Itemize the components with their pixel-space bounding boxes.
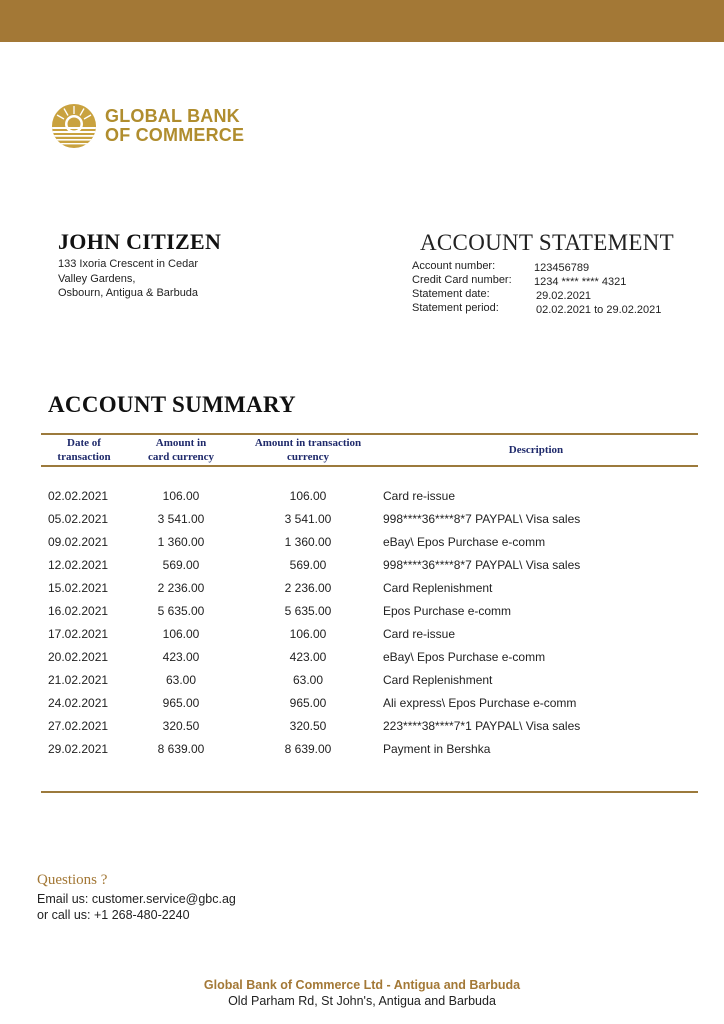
cell-date: 24.02.2021 xyxy=(48,696,109,710)
cell-card-amount: 106.00 xyxy=(162,627,200,641)
cell-card-amount: 63.00 xyxy=(165,673,197,687)
customer-name: JOHN CITIZEN xyxy=(58,229,222,254)
cell-description: eBay\ Epos Purchase e-comm xyxy=(383,535,546,549)
table-row xyxy=(0,510,724,533)
cell-date: 02.02.2021 xyxy=(48,489,109,503)
cell-card-amount: 5 635.00 xyxy=(157,604,205,618)
transaction-rows xyxy=(0,487,724,763)
cell-txn-amount: 8 639.00 xyxy=(284,742,332,756)
field-label: Statement period: xyxy=(412,302,499,314)
cell-card-amount: 3 541.00 xyxy=(157,512,205,526)
table-row xyxy=(0,648,724,671)
bank-logo xyxy=(51,103,244,149)
logo-line-2: OF COMMERCE xyxy=(105,125,245,145)
cell-date: 15.02.2021 xyxy=(48,581,109,595)
cell-card-amount: 8 639.00 xyxy=(157,742,205,756)
cell-description: Card re-issue xyxy=(383,489,456,503)
table-row xyxy=(0,487,724,510)
cell-description: Ali express\ Epos Purchase e-comm xyxy=(383,696,577,710)
footer-address: Old Parham Rd, St John's, Antigua and Barbuda xyxy=(228,994,496,1008)
table-row xyxy=(0,694,724,717)
cell-card-amount: 569.00 xyxy=(162,558,200,572)
logo-wordmark xyxy=(105,107,244,145)
footer-company: Global Bank of Commerce Ltd - Antigua and Barbuda xyxy=(203,978,521,992)
cell-date: 27.02.2021 xyxy=(48,719,109,733)
cell-txn-amount: 1 360.00 xyxy=(284,535,332,549)
cell-card-amount: 106.00 xyxy=(162,489,200,503)
table-row xyxy=(0,740,724,763)
cell-txn-amount: 5 635.00 xyxy=(284,604,332,618)
cell-txn-amount: 3 541.00 xyxy=(284,512,332,526)
address-line: Valley Gardens, xyxy=(58,272,136,285)
cell-description: Epos Purchase e-comm xyxy=(383,604,512,618)
cell-txn-amount: 423.00 xyxy=(289,650,327,664)
contact-phone[interactable]: or call us: +1 268-480-2240 xyxy=(37,908,190,922)
cell-date: 12.02.2021 xyxy=(48,558,109,572)
customer-address xyxy=(58,257,198,301)
table-row xyxy=(0,717,724,740)
cell-txn-amount: 106.00 xyxy=(289,489,327,503)
address-line: 133 Ixoria Crescent in Cedar xyxy=(58,258,199,270)
column-header-date: Date of transaction xyxy=(57,437,111,463)
column-header-txn-amount: Amount in transaction currency xyxy=(254,437,362,463)
statement-period-value: 02.02.2021 to 29.02.2021 xyxy=(536,304,662,316)
field-label: Account number: xyxy=(412,260,496,272)
cell-card-amount: 423.00 xyxy=(162,650,200,664)
statement-date-value: 29.02.2021 xyxy=(536,290,592,302)
statement-title: ACCOUNT STATEMENT xyxy=(420,230,674,255)
field-label: Statement date: xyxy=(412,288,490,300)
cell-txn-amount: 320.50 xyxy=(289,719,327,733)
cell-description: Card Replenishment xyxy=(383,581,493,595)
table-header-rule xyxy=(41,465,698,467)
address-line: Osbourn, Antigua & Barbuda xyxy=(58,287,199,299)
cell-txn-amount: 2 236.00 xyxy=(284,581,332,595)
table-row xyxy=(0,602,724,625)
summary-title: ACCOUNT SUMMARY xyxy=(48,392,296,417)
questions-heading: Questions ? xyxy=(37,872,108,888)
account-number-value: 123456789 xyxy=(534,262,590,274)
cell-description: Card Replenishment xyxy=(383,673,493,687)
top-brand-band xyxy=(0,0,724,42)
card-number-value: 1234 **** **** 4321 xyxy=(534,276,627,288)
cell-card-amount: 965.00 xyxy=(162,696,200,710)
cell-date: 05.02.2021 xyxy=(48,512,109,526)
cell-description: Card re-issue xyxy=(383,627,456,641)
table-top-rule xyxy=(41,433,698,435)
cell-date: 16.02.2021 xyxy=(48,604,109,618)
cell-card-amount: 1 360.00 xyxy=(157,535,205,549)
cell-description: eBay\ Epos Purchase e-comm xyxy=(383,650,546,664)
cell-date: 17.02.2021 xyxy=(48,627,109,641)
table-row xyxy=(0,556,724,579)
cell-description: Payment in Bershka xyxy=(383,742,491,756)
contact-email[interactable]: Email us: customer.service@gbc.ag xyxy=(37,892,236,906)
cell-txn-amount: 965.00 xyxy=(289,696,327,710)
cell-description: 223****38****7*1 PAYPAL\ Visa sales xyxy=(383,719,581,733)
column-header-description: Description xyxy=(508,444,564,456)
cell-description: 998****36****8*7 PAYPAL\ Visa sales xyxy=(383,512,581,526)
table-row xyxy=(0,625,724,648)
sun-globe-logo-icon xyxy=(51,103,97,149)
logo-line-1: GLOBAL BANK xyxy=(105,106,240,126)
contact-info xyxy=(37,891,236,923)
cell-date: 20.02.2021 xyxy=(48,650,109,664)
cell-txn-amount: 569.00 xyxy=(289,558,327,572)
field-label: Credit Card number: xyxy=(412,274,512,286)
cell-date: 09.02.2021 xyxy=(48,535,109,549)
table-header xyxy=(41,436,698,464)
cell-txn-amount: 106.00 xyxy=(289,627,327,641)
cell-date: 29.02.2021 xyxy=(48,742,109,756)
table-row xyxy=(0,671,724,694)
cell-description: 998****36****8*7 PAYPAL\ Visa sales xyxy=(383,558,581,572)
cell-date: 21.02.2021 xyxy=(48,673,109,687)
page-footer xyxy=(0,977,724,1009)
cell-card-amount: 2 236.00 xyxy=(157,581,205,595)
table-row xyxy=(0,533,724,556)
table-bottom-rule xyxy=(41,791,698,793)
cell-txn-amount: 63.00 xyxy=(292,673,324,687)
cell-card-amount: 320.50 xyxy=(162,719,200,733)
table-row xyxy=(0,579,724,602)
column-header-card-amount: Amount in card currency xyxy=(147,437,215,463)
